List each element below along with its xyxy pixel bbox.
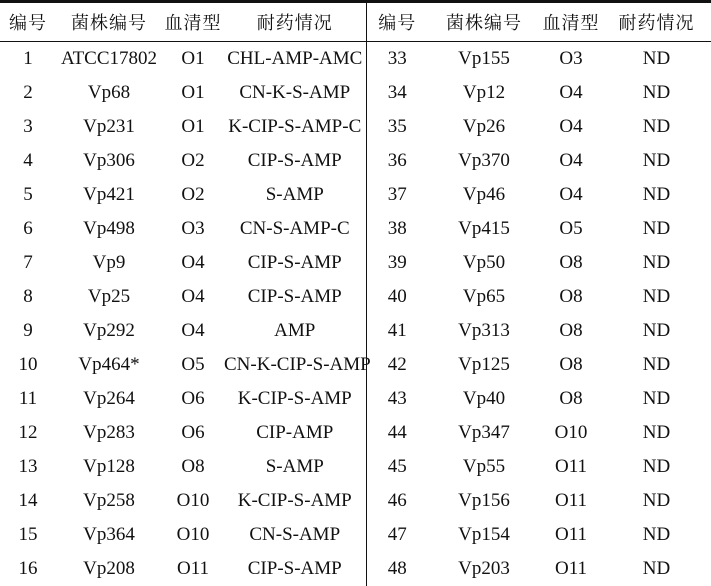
- right-id-cell: 39: [366, 246, 428, 280]
- right-resistance-cell: ND: [642, 557, 671, 579]
- right-id-cell: 33: [366, 42, 428, 76]
- right-resistance-cell: ND: [642, 115, 671, 137]
- right-id-cell: 43: [366, 382, 428, 416]
- right-resistance-cell: ND: [642, 251, 671, 273]
- left-resistance-cell: CIP-S-AMP: [224, 280, 366, 314]
- right-serotype-cell: O11: [554, 557, 588, 579]
- right-resistance-cell: ND: [642, 149, 671, 171]
- left-serotype-cell: O4: [181, 251, 205, 273]
- left-serotype-cell: O1: [181, 81, 205, 103]
- right-resistance-cell: ND: [642, 81, 671, 103]
- right-strain-cell: Vp46: [462, 183, 506, 205]
- right-strain-cell: Vp313: [458, 319, 510, 341]
- left-resistance-cell: AMP: [224, 314, 366, 348]
- left-id-cell: 14: [18, 489, 38, 511]
- right-id-cell: 38: [366, 212, 428, 246]
- left-id-cell: 2: [23, 81, 33, 103]
- header-serotype-left: 血清型: [162, 2, 224, 42]
- right-resistance-cell: ND: [642, 523, 671, 545]
- right-resistance-cell: ND: [642, 455, 671, 477]
- left-strain-cell: Vp421: [83, 183, 135, 205]
- right-id-cell: 45: [366, 450, 428, 484]
- header-strain-left: 菌株编号: [56, 2, 162, 42]
- left-strain-cell: Vp264: [83, 387, 135, 409]
- left-strain-cell: Vp258: [83, 489, 135, 511]
- table-row: [0, 382, 711, 416]
- right-strain-cell: Vp50: [462, 251, 506, 273]
- table-row: [0, 280, 711, 314]
- right-resistance-cell: ND: [642, 217, 671, 239]
- header-id-left: 编号: [0, 2, 56, 42]
- left-resistance-cell: CIP-AMP: [224, 416, 366, 450]
- right-strain-cell: Vp125: [458, 353, 510, 375]
- table-row: [0, 552, 711, 586]
- left-strain-cell: Vp9: [92, 251, 126, 273]
- left-resistance-cell: S-AMP: [224, 178, 366, 212]
- header-strain-right: 菌株编号: [428, 2, 540, 42]
- table-row: [0, 212, 711, 246]
- left-serotype-cell: O4: [181, 285, 205, 307]
- right-resistance-cell: ND: [642, 489, 671, 511]
- left-serotype-cell: O10: [176, 523, 210, 545]
- left-strain-cell: Vp231: [83, 115, 135, 137]
- right-id-cell: 44: [366, 416, 428, 450]
- left-resistance-cell: CIP-S-AMP: [224, 552, 366, 586]
- left-strain-cell: Vp128: [83, 455, 135, 477]
- left-resistance-cell: CN-K-S-AMP: [224, 76, 366, 110]
- left-serotype-cell: O10: [176, 489, 210, 511]
- table-row: [0, 484, 711, 518]
- header-id-right: 编号: [366, 2, 428, 42]
- left-resistance-cell: CHL-AMP-AMC: [224, 42, 366, 76]
- left-strain-cell: Vp364: [83, 523, 135, 545]
- right-resistance-cell: ND: [642, 183, 671, 205]
- left-strain-cell: Vp283: [83, 421, 135, 443]
- right-serotype-cell: O11: [554, 489, 588, 511]
- right-serotype-cell: O11: [554, 523, 588, 545]
- left-resistance-cell: CN-K-CIP-S-AMP: [224, 348, 366, 382]
- right-serotype-cell: O4: [559, 183, 583, 205]
- table-row: [0, 144, 711, 178]
- left-id-cell: 1: [23, 47, 33, 69]
- right-resistance-cell: ND: [642, 353, 671, 375]
- right-serotype-cell: O3: [559, 47, 583, 69]
- right-strain-cell: Vp203: [458, 557, 510, 579]
- left-id-cell: 6: [23, 217, 33, 239]
- right-id-cell: 41: [366, 314, 428, 348]
- left-resistance-cell: K-CIP-S-AMP: [224, 484, 366, 518]
- right-serotype-cell: O10: [554, 421, 588, 443]
- right-resistance-cell: ND: [642, 47, 671, 69]
- table-row: [0, 76, 711, 110]
- left-serotype-cell: O2: [181, 149, 205, 171]
- left-serotype-cell: O4: [181, 319, 205, 341]
- left-resistance-cell: CIP-S-AMP: [224, 246, 366, 280]
- table-row: [0, 450, 711, 484]
- left-strain-cell: Vp292: [83, 319, 135, 341]
- table-row: [0, 416, 711, 450]
- header-row: [0, 2, 711, 42]
- table-row: [0, 348, 711, 382]
- left-id-cell: 3: [23, 115, 33, 137]
- header-resistance-right: 耐药情况: [602, 2, 711, 42]
- left-id-cell: 7: [23, 251, 33, 273]
- right-id-cell: 42: [366, 348, 428, 382]
- right-id-cell: 37: [366, 178, 428, 212]
- right-resistance-cell: ND: [642, 387, 671, 409]
- right-strain-cell: Vp12: [462, 81, 506, 103]
- left-id-cell: 16: [18, 557, 38, 579]
- table-row: [0, 246, 711, 280]
- right-id-cell: 34: [366, 76, 428, 110]
- left-strain-cell: Vp208: [83, 557, 135, 579]
- left-resistance-cell: S-AMP: [224, 450, 366, 484]
- table-row: [0, 42, 711, 76]
- right-strain-cell: Vp370: [458, 149, 510, 171]
- right-id-cell: 36: [366, 144, 428, 178]
- left-serotype-cell: O3: [181, 217, 205, 239]
- right-serotype-cell: O8: [559, 285, 583, 307]
- table-row: [0, 518, 711, 552]
- left-strain-cell: Vp68: [87, 81, 131, 103]
- left-serotype-cell: O6: [181, 387, 205, 409]
- left-id-cell: 5: [23, 183, 33, 205]
- left-id-cell: 8: [23, 285, 33, 307]
- right-serotype-cell: O8: [559, 319, 583, 341]
- right-serotype-cell: O11: [554, 455, 588, 477]
- header-serotype-right: 血清型: [540, 2, 602, 42]
- left-id-cell: 11: [18, 387, 38, 409]
- right-resistance-cell: ND: [642, 319, 671, 341]
- right-strain-cell: Vp26: [462, 115, 506, 137]
- right-id-cell: 35: [366, 110, 428, 144]
- left-id-cell: 4: [23, 149, 33, 171]
- left-resistance-cell: K-CIP-S-AMP-C: [224, 110, 366, 144]
- table-row: [0, 314, 711, 348]
- right-serotype-cell: O4: [559, 81, 583, 103]
- left-strain-cell: Vp498: [83, 217, 135, 239]
- right-serotype-cell: O8: [559, 387, 583, 409]
- right-strain-cell: Vp347: [458, 421, 510, 443]
- right-resistance-cell: ND: [642, 421, 671, 443]
- header-resistance-left: 耐药情况: [224, 2, 366, 42]
- left-strain-cell: Vp464*: [78, 353, 140, 375]
- right-strain-cell: Vp55: [462, 455, 506, 477]
- left-resistance-cell: CN-S-AMP-C: [224, 212, 366, 246]
- right-serotype-cell: O8: [559, 353, 583, 375]
- left-resistance-cell: K-CIP-S-AMP: [224, 382, 366, 416]
- right-id-cell: 46: [366, 484, 428, 518]
- right-serotype-cell: O5: [559, 217, 583, 239]
- right-strain-cell: Vp155: [458, 47, 510, 69]
- left-serotype-cell: O6: [181, 421, 205, 443]
- left-id-cell: 10: [18, 353, 38, 375]
- right-resistance-cell: ND: [642, 285, 671, 307]
- left-id-cell: 15: [18, 523, 38, 545]
- right-serotype-cell: O4: [559, 149, 583, 171]
- right-strain-cell: Vp65: [462, 285, 506, 307]
- right-strain-cell: Vp40: [462, 387, 506, 409]
- left-serotype-cell: O5: [181, 353, 205, 375]
- right-strain-cell: Vp415: [458, 217, 510, 239]
- left-resistance-cell: CIP-S-AMP: [224, 144, 366, 178]
- right-id-cell: 47: [366, 518, 428, 552]
- right-id-cell: 40: [366, 280, 428, 314]
- table-row: [0, 178, 711, 212]
- left-resistance-cell: CN-S-AMP: [224, 518, 366, 552]
- left-id-cell: 12: [18, 421, 38, 443]
- right-serotype-cell: O4: [559, 115, 583, 137]
- right-strain-cell: Vp156: [458, 489, 510, 511]
- left-serotype-cell: O11: [176, 557, 210, 579]
- table-row: [0, 110, 711, 144]
- left-id-cell: 13: [18, 455, 38, 477]
- left-serotype-cell: O2: [181, 183, 205, 205]
- left-strain-cell: ATCC17802: [60, 47, 158, 69]
- right-serotype-cell: O8: [559, 251, 583, 273]
- left-serotype-cell: O1: [181, 47, 205, 69]
- left-strain-cell: Vp306: [83, 149, 135, 171]
- left-id-cell: 9: [23, 319, 33, 341]
- right-strain-cell: Vp154: [458, 523, 510, 545]
- left-serotype-cell: O1: [181, 115, 205, 137]
- right-id-cell: 48: [366, 552, 428, 586]
- left-serotype-cell: O8: [181, 455, 205, 477]
- left-strain-cell: Vp25: [87, 285, 131, 307]
